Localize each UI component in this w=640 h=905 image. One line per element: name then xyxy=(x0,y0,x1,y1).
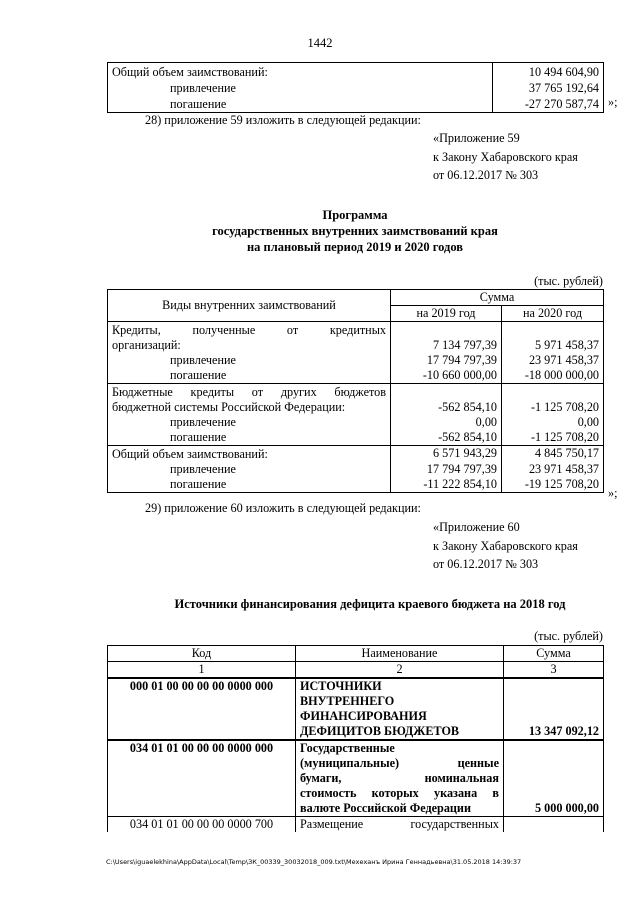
table-row xyxy=(108,322,604,354)
code-cell: 034 01 01 00 00 00 0000 700 xyxy=(108,817,296,833)
name-line: Размещение государственных xyxy=(300,817,499,831)
name-line: Государственные xyxy=(300,741,395,755)
sum-cell: 5 000 000,00 xyxy=(504,740,604,817)
header-row xyxy=(108,646,604,662)
appendix-date: от 06.12.2017 № 303 xyxy=(433,557,539,571)
name-line: бумаги, номинальная xyxy=(300,771,499,785)
col-number: 3 xyxy=(504,662,604,679)
name-line: стоимость которых указана в xyxy=(300,786,499,800)
row-value: -27 270 587,74 xyxy=(493,96,604,113)
appendix-title: «Приложение 60 xyxy=(433,520,520,534)
group-label-line2: бюджетной системы Российской Федерации: xyxy=(112,400,346,414)
value-2019: -10 660 000,00 xyxy=(391,368,502,384)
table-row xyxy=(108,368,604,384)
name-line: ФИНАНСИРОВАНИЯ xyxy=(300,709,427,723)
value-2019: 7 134 797,39 xyxy=(391,322,502,354)
name-line: ВНУТРЕННЕГО xyxy=(300,694,395,708)
header-2020: на 2020 год xyxy=(502,306,604,322)
sub-label: привлечение xyxy=(108,353,391,368)
code-cell: 034 01 01 00 00 00 0000 000 xyxy=(108,740,296,817)
row-label: Общий объем заимствований: xyxy=(108,63,493,81)
value-2020: 0,00 xyxy=(502,415,604,430)
value-2020: 23 971 458,37 xyxy=(502,353,604,368)
row-label: погашение xyxy=(108,96,493,113)
header-types: Виды внутренних заимствований xyxy=(108,290,391,322)
table-row xyxy=(108,63,604,81)
appendix-law: к Закону Хабаровского края xyxy=(433,149,578,164)
table-row xyxy=(108,446,604,463)
value-2020: 5 971 458,37 xyxy=(502,322,604,354)
sub-label: погашение xyxy=(108,368,391,384)
value-2019: 17 794 797,39 xyxy=(391,462,502,477)
program-title-line3: на плановый период 2019 и 2020 годов xyxy=(246,240,464,254)
program-title-line1: Программа xyxy=(322,208,388,222)
table-row xyxy=(108,353,604,368)
appendix-date: от 06.12.2017 № 303 xyxy=(433,168,539,182)
sources-unit: (тыс. рублей) xyxy=(534,629,603,643)
sub-label: погашение xyxy=(108,430,391,446)
item-28: 28) приложение 59 изложить в следующей редакции: xyxy=(145,113,421,127)
value-2020: 23 971 458,37 xyxy=(502,462,604,477)
borrowing-total-table xyxy=(107,62,604,113)
header-row xyxy=(108,290,604,306)
program-table xyxy=(107,289,604,493)
value-2019: 6 571 943,29 xyxy=(391,446,502,463)
appendix-law: к Закону Хабаровского края xyxy=(433,538,578,553)
header-2019: на 2019 год xyxy=(391,306,502,322)
sum-cell: 13 347 092,12 xyxy=(504,678,604,740)
program-unit: (тыс. рублей) xyxy=(534,274,603,288)
value-2019: -11 222 854,10 xyxy=(391,477,502,493)
name-line: ДЕФИЦИТОВ БЮДЖЕТОВ xyxy=(300,724,460,738)
table-row xyxy=(108,415,604,430)
value-2019: -562 854,10 xyxy=(391,384,502,416)
appendix-59-header xyxy=(433,129,578,185)
col-number: 2 xyxy=(296,662,504,679)
footer-path: C:\Users\iguaelekhina\AppData\Local\Temp\ЗК_00339_30032018_009.txt\Мехеханъ Ирина Геннадьевна\31.05.2018 14:39:37 xyxy=(106,858,522,866)
col-number: 1 xyxy=(108,662,296,679)
name-line: валюте Российской Федерации xyxy=(300,801,471,815)
item-29: 29) приложение 60 изложить в следующей редакции: xyxy=(145,501,421,515)
sub-label: погашение xyxy=(108,477,391,493)
name-cell xyxy=(296,678,504,740)
table-row xyxy=(108,740,604,817)
sub-label: привлечение xyxy=(108,415,391,430)
group-label-line1: Бюджетные кредиты от других бюджетов xyxy=(112,385,386,399)
value-2020: -1 125 708,20 xyxy=(502,430,604,446)
value-2020: -19 125 708,20 xyxy=(502,477,604,493)
value-2020: -1 125 708,20 xyxy=(502,384,604,416)
table-row xyxy=(108,462,604,477)
sub-label: привлечение xyxy=(108,462,391,477)
appendix-title: «Приложение 59 xyxy=(433,131,520,145)
end-quote-mark: »; xyxy=(608,486,618,500)
sources-title: Источники финансирования дефицита краевого бюджета на 2018 год xyxy=(174,597,566,611)
header-code: Код xyxy=(108,646,296,662)
table-row xyxy=(108,817,604,833)
program-title-line2: государственных внутренних заимствований края xyxy=(212,224,498,238)
group-label xyxy=(108,384,391,416)
header-number-row xyxy=(108,662,604,679)
name-line: ИСТОЧНИКИ xyxy=(300,679,382,693)
group-label: Общий объем заимствований: xyxy=(108,446,391,463)
name-cell xyxy=(296,740,504,817)
value-2019: 0,00 xyxy=(391,415,502,430)
row-value: 10 494 604,90 xyxy=(493,63,604,81)
table-row xyxy=(108,80,604,96)
table-row xyxy=(108,477,604,493)
appendix-60-header xyxy=(433,518,578,574)
value-2020: -18 000 000,00 xyxy=(502,368,604,384)
table-row xyxy=(108,678,604,740)
group-label-line1: Кредиты, полученные от кредитных xyxy=(112,323,386,337)
page-number: 1442 xyxy=(307,36,333,50)
end-quote-mark: »; xyxy=(608,95,618,109)
value-2019: 17 794 797,39 xyxy=(391,353,502,368)
header-sum: Сумма xyxy=(504,646,604,662)
header-name: Наименование xyxy=(296,646,504,662)
name-cell xyxy=(296,817,504,833)
row-value: 37 765 192,64 xyxy=(493,80,604,96)
table-row xyxy=(108,430,604,446)
group-label-line2: организаций: xyxy=(112,338,181,352)
value-2020: 4 845 750,17 xyxy=(502,446,604,463)
header-sum: Сумма xyxy=(391,290,604,306)
row-label: привлечение xyxy=(108,80,493,96)
sources-table xyxy=(107,645,604,832)
value-2019: -562 854,10 xyxy=(391,430,502,446)
sum-cell xyxy=(504,817,604,833)
group-label xyxy=(108,322,391,354)
table-row xyxy=(108,96,604,113)
code-cell: 000 01 00 00 00 00 0000 000 xyxy=(108,678,296,740)
program-title xyxy=(100,207,610,255)
table-row xyxy=(108,384,604,416)
name-line: (муниципальные) ценные xyxy=(300,756,499,770)
